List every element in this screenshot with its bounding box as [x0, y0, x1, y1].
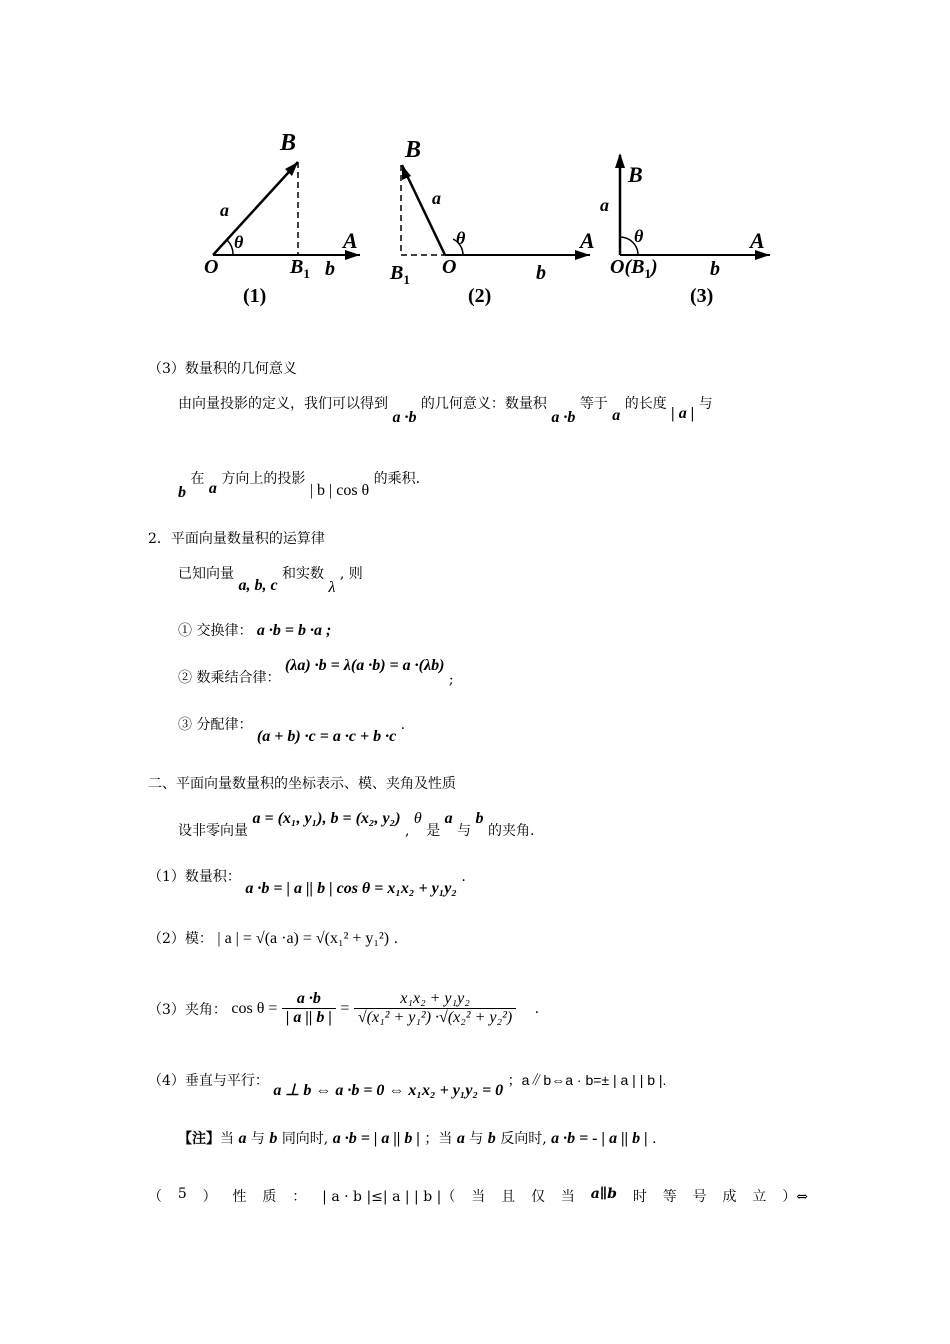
fig2-label-theta: θ [456, 228, 466, 248]
prop-dot-product: （1）数量积： a ·b = | a || b | cos θ = x₁x₂ + y₁y₂ . [148, 869, 466, 897]
fig2-label-b: b [536, 262, 546, 284]
fig2-caption: (2) [468, 285, 492, 307]
fig2-label-a: a [432, 188, 441, 208]
fig3-caption: (3) [690, 285, 714, 307]
law-commutative: ① 交换律： a ·b = b ·a ; [178, 622, 332, 639]
s3-heading: （3）数量积的几何意义 [148, 361, 297, 377]
s3-line2: b 在 a 方向上的投影 | b | cos θ 的乘积. [178, 471, 421, 501]
fig3-label-B: B [628, 162, 643, 187]
sec2-setup: 设非零向量 a = (x₁, y₁), b = (x₂, y₂) , θ 是 a 与 b 的夹角. [178, 810, 535, 839]
law-distributive: ③ 分配律： (a + b) ·c = a ·c + b ·c . [178, 717, 406, 745]
fig2-label-B: B [405, 137, 422, 163]
prop-angle: （3）夹角： cos θ = $\frac{a \cdot b}{| a || b |}$ = $\frac{\text{x₁x₂ + y₁y₂}}{\text{√(x₁² + y₁²) ·√(x₂² + y₂²)}}$ . [148, 990, 540, 1026]
s2-given: 已知向量 a, b, c 和实数 λ , 则 [178, 566, 363, 596]
s3-line1: 由向量投影的定义，我们可以得到 a ·b 的几何意义：数量积 a ·b 等于 a 的长度 | a | 与 [178, 396, 713, 426]
sec2-heading: 二、平面向量数量积的坐标表示、模、夹角及性质 [148, 776, 456, 792]
fig3-label-b: b [710, 258, 720, 280]
prop-perp-parallel: （4）垂直与平行： a ⊥ b ⇔ a ·b = 0 ⇔ x₁x₂ + y₁y₂ = 0 ；a∥b⇔a · b=± | a | | b |. [148, 1072, 667, 1099]
fig2-label-A: A [580, 228, 595, 253]
prop-modulus: （2）模： | a | = √(a ·a) = √(x₁² + y₁²) . [148, 930, 399, 947]
fig2-label-O: O [442, 256, 457, 278]
fig1-label-O: O [204, 256, 219, 278]
fig2-label-B1: $B_1$ [390, 262, 410, 287]
fig1-label-b: b [325, 258, 335, 280]
fig3-label-A: A [750, 228, 765, 253]
s2-heading: 2．平面向量数量积的运算律 [148, 531, 325, 547]
fig1-label-B: B [280, 130, 297, 156]
note: 【注】当 a 与 b 同向时, a ·b = | a || b | ；当 a 与 b 反向时, a ·b = - | a || b | . [178, 1130, 657, 1147]
fig3-label-O-B1: $O(B_1)$ [610, 256, 658, 281]
law-associative: ② 数乘结合律： (λa) ·b = λ(a ·b) = a ·(λb) ; [178, 657, 454, 688]
prop-properties: （ 5 ） 性 质 ： | a · b |≤| a | | b |（ 当 且 仅 当 a∥b 时 等 号 成 立 ）⇔ [148, 1186, 808, 1205]
fig1-label-B1: $B_1$ [290, 256, 310, 281]
fig1-label-theta: θ [234, 232, 244, 252]
fig1-label-a: a [220, 200, 229, 220]
figure-2 [401, 165, 590, 260]
fig3-label-theta: θ [634, 226, 644, 246]
fig1-label-A: A [343, 228, 358, 253]
fig1-caption: (1) [243, 285, 267, 307]
fig3-label-a: a [600, 195, 609, 215]
